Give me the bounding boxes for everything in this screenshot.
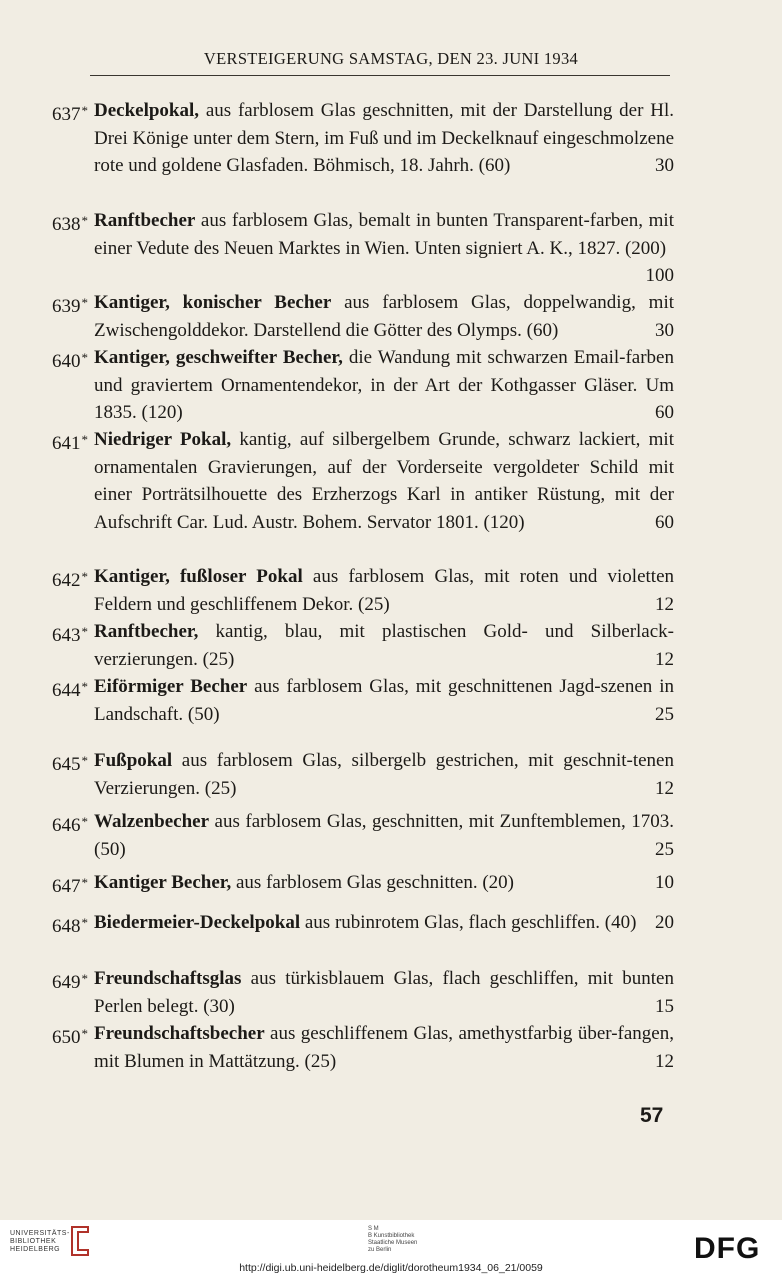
page-number: 57 bbox=[640, 1104, 664, 1127]
lot-number bbox=[52, 563, 94, 595]
lot-number-text: 637 bbox=[52, 104, 81, 125]
lot-star: * bbox=[81, 915, 88, 930]
lot-description bbox=[94, 563, 674, 618]
lot-text: aus farblosem Glas, mit geschnittenen Jagd-szenen in Landschaft. (50) bbox=[94, 676, 674, 725]
lot-title: Kantiger, konischer Becher bbox=[94, 292, 332, 313]
lot-text: kantig, auf silbergelbem Grunde, schwarz lackiert, mit ornamentalen Gravierungen, auf der Vorderseite vergoldeter Schild mit einer Porträtsilhouette des Erzherzogs Karl in antiker Rüstung, mit der Aufschrift Car. Lud. Austr. Bohem. Servator 1801. (120) bbox=[94, 429, 674, 533]
lot-number bbox=[52, 97, 94, 129]
lot-number bbox=[52, 673, 94, 705]
lot-description bbox=[94, 618, 674, 673]
lot-star: * bbox=[81, 624, 88, 639]
lot-price: 12 bbox=[655, 648, 674, 670]
lot-number-text: 649 bbox=[52, 972, 81, 993]
lot-number-text: 645 bbox=[52, 754, 81, 775]
lot-number bbox=[52, 426, 94, 458]
lot-description bbox=[94, 344, 674, 427]
lot-star: * bbox=[81, 432, 88, 447]
lot-price: 30 bbox=[655, 155, 674, 176]
university-line: UNIVERSITÄTS- bbox=[10, 1230, 70, 1237]
lot-star: * bbox=[81, 814, 88, 829]
lot-star: * bbox=[81, 295, 88, 310]
lot-description bbox=[94, 207, 674, 286]
lot-text: aus farblosem Glas, doppelwandig, mit Zwischengolddekor. Darstellend die Götter des Olymps. (60) bbox=[94, 292, 674, 341]
lot-number-text: 650 bbox=[52, 1027, 81, 1048]
catalog-entry bbox=[52, 289, 674, 344]
lot-description bbox=[94, 673, 674, 728]
source-url[interactable]: http://digi.ub.uni-heidelberg.de/diglit/dorotheum1934_06_21/0059 bbox=[239, 1262, 543, 1274]
lot-star: * bbox=[81, 1026, 88, 1041]
catalog-entry bbox=[52, 344, 674, 427]
catalog-entry bbox=[52, 965, 674, 1020]
lot-description bbox=[94, 289, 674, 344]
lot-text: aus farblosem Glas, mit roten und violetten Feldern und geschliffenem Dekor. (25) bbox=[94, 566, 675, 615]
lot-title: Kantiger Becher, bbox=[94, 872, 232, 893]
lot-text: aus farblosem Glas geschnitten, mit der Darstellung der Hl. Drei Könige unter dem Stern, im Fuß und im Deckelknauf eingeschmolzene rote und goldene Glasfaden. Böhmisch, 18. Jahrh. (60) bbox=[94, 100, 674, 176]
lot-number-text: 644 bbox=[52, 680, 81, 701]
lot-description bbox=[94, 97, 674, 180]
lot-title: Deckelpokal, bbox=[94, 100, 200, 121]
lot-star: * bbox=[81, 679, 88, 694]
lot-number-text: 648 bbox=[52, 916, 81, 937]
running-header: VERSTEIGERUNG SAMSTAG, DEN 23. JUNI 1934 bbox=[203, 49, 579, 68]
catalog-entry bbox=[52, 426, 674, 536]
lot-price: 25 bbox=[655, 703, 674, 725]
lot-star: * bbox=[81, 350, 88, 365]
lot-price: 12 bbox=[655, 1050, 674, 1072]
lot-star: * bbox=[81, 753, 88, 768]
catalog-entry bbox=[52, 563, 674, 618]
lot-star: * bbox=[81, 971, 88, 986]
lot-number bbox=[52, 869, 94, 901]
lot-title: Eiförmiger Becher bbox=[94, 676, 248, 697]
lot-number bbox=[52, 808, 94, 840]
lot-title: Kantiger, geschweifter Becher, bbox=[94, 347, 343, 368]
lot-description bbox=[94, 747, 674, 802]
lot-number bbox=[52, 207, 94, 239]
catalog-entry bbox=[52, 618, 674, 673]
lot-title: Walzenbecher bbox=[94, 811, 210, 832]
lot-price: 20 bbox=[655, 912, 674, 933]
catalog-entry bbox=[52, 909, 674, 937]
lot-text: die Wandung mit schwarzen Email-farben und graviertem Ornamentendekor, in der Art der Kothgasser Gläser. Um 1835. (120) bbox=[94, 347, 674, 423]
dfg-logo: DFG bbox=[694, 1232, 761, 1265]
lot-number bbox=[52, 618, 94, 650]
lot-star: * bbox=[81, 103, 88, 118]
lot-description bbox=[94, 965, 674, 1020]
lot-price: 60 bbox=[655, 402, 674, 423]
lot-number-text: 640 bbox=[52, 351, 81, 372]
lot-number-text: 641 bbox=[52, 433, 81, 454]
lot-star: * bbox=[81, 213, 88, 228]
lot-number bbox=[52, 747, 94, 779]
university-library-label bbox=[10, 1230, 70, 1254]
kunstbibliothek-line: zu Berlin bbox=[368, 1247, 392, 1253]
lot-text: aus geschliffenem Glas, amethystfarbig über-fangen, mit Blumen in Mattätzung. (25) bbox=[94, 1023, 674, 1072]
lot-number-text: 638 bbox=[52, 214, 81, 235]
lot-number bbox=[52, 289, 94, 321]
lot-price: 100 bbox=[645, 265, 674, 286]
lot-description bbox=[94, 426, 674, 536]
lot-price: 25 bbox=[655, 838, 674, 860]
kunstbibliothek-line: Staatliche Museen bbox=[368, 1240, 418, 1246]
lot-text: aus farblosem Glas, bemalt in bunten Transparent-farben, mit einer Vedute des Neuen Marktes in Wien. Unten signiert A. K., 1827. (200) bbox=[94, 210, 674, 259]
header-rule bbox=[90, 75, 670, 76]
lot-description bbox=[94, 808, 674, 863]
lot-number-text: 639 bbox=[52, 296, 81, 317]
catalog-entry bbox=[52, 673, 674, 728]
lot-title: Freundschaftsglas bbox=[94, 968, 242, 989]
university-line: HEIDELBERG bbox=[10, 1246, 61, 1253]
lot-title: Biedermeier-Deckelpokal bbox=[94, 912, 301, 933]
lot-title: Ranftbecher bbox=[94, 210, 196, 231]
lot-title: Ranftbecher, bbox=[94, 621, 199, 642]
kunstbibliothek-line: B Kunstbibliothek bbox=[368, 1233, 415, 1239]
lot-text: aus türkisblauem Glas, flach geschliffen, mit bunten Perlen belegt. (30) bbox=[94, 968, 674, 1017]
university-line: BIBLIOTHEK bbox=[10, 1238, 57, 1245]
footer-bar bbox=[0, 1220, 782, 1275]
catalog-entry bbox=[52, 207, 674, 290]
catalog-entry bbox=[52, 869, 674, 897]
lot-price: 10 bbox=[655, 872, 674, 893]
lot-price: 30 bbox=[655, 319, 674, 341]
lot-star: * bbox=[81, 569, 88, 584]
lot-number bbox=[52, 344, 94, 376]
lot-number-text: 643 bbox=[52, 625, 81, 646]
lot-description bbox=[94, 909, 674, 937]
lot-price: 15 bbox=[655, 995, 674, 1017]
lot-title: Kantiger, fußloser Pokal bbox=[94, 566, 303, 587]
university-logo-icon bbox=[68, 1224, 92, 1263]
lot-price: 12 bbox=[655, 777, 674, 799]
lot-number bbox=[52, 1020, 94, 1052]
lot-text: aus rubinrotem Glas, flach geschliffen. (40) bbox=[300, 912, 637, 933]
lot-price: 60 bbox=[655, 511, 674, 533]
kunstbibliothek-label bbox=[368, 1226, 417, 1254]
catalog-entry bbox=[52, 97, 674, 180]
lot-star: * bbox=[81, 875, 88, 890]
lot-title: Niedriger Pokal, bbox=[94, 429, 232, 450]
catalog-entry bbox=[52, 1020, 674, 1075]
lot-text: aus farblosem Glas, silbergelb gestrichen, mit geschnit-tenen Verzierungen. (25) bbox=[94, 750, 674, 799]
lot-number-text: 647 bbox=[52, 876, 81, 897]
lot-title: Freundschaftsbecher bbox=[94, 1023, 265, 1044]
kunstbibliothek-line: S M bbox=[368, 1226, 379, 1232]
lot-description bbox=[94, 1020, 674, 1075]
lot-number-text: 646 bbox=[52, 815, 81, 836]
catalog-entry bbox=[52, 808, 674, 863]
lot-title: Fußpokal bbox=[94, 750, 173, 771]
catalog-entry bbox=[52, 747, 674, 802]
lot-price: 12 bbox=[655, 593, 674, 615]
lot-number bbox=[52, 965, 94, 997]
lot-number-text: 642 bbox=[52, 570, 81, 591]
lot-text: aus farblosem Glas geschnitten. (20) bbox=[231, 872, 515, 893]
lot-number bbox=[52, 909, 94, 941]
lot-text: aus farblosem Glas, geschnitten, mit Zunftemblemen, 1703. (50) bbox=[94, 811, 674, 860]
lot-text: kantig, blau, mit plastischen Gold- und Silberlack-verzierungen. (25) bbox=[94, 621, 674, 670]
lot-description bbox=[94, 869, 674, 897]
